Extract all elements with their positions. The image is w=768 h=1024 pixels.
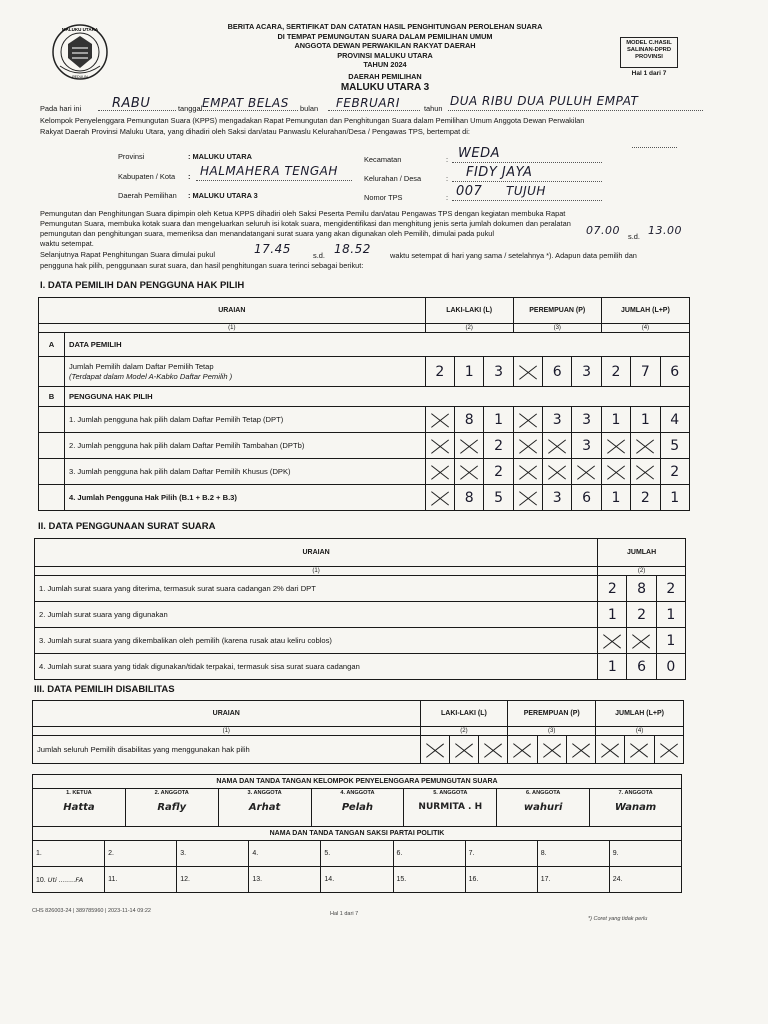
s2-row-1-label: 1. Jumlah surat suara yang diterima, termasuk surat suara cadangan 2% dari DPT	[35, 576, 598, 602]
digit-cell: 2	[601, 357, 630, 387]
s1-sub-2: (2)	[425, 324, 513, 333]
kecamatan-label: Kecamatan	[364, 155, 402, 164]
kelurahan-handwritten: FIDY JAYA	[466, 165, 533, 180]
digit-cell: 3	[572, 407, 601, 433]
digit-cell: 2	[660, 459, 689, 485]
s3-col-l: LAKI-LAKI (L)	[420, 701, 508, 727]
svg-text:PEDULIN: PEDULIN	[72, 75, 88, 79]
tps-label: Nomor TPS	[364, 193, 403, 202]
tps-number: 007	[456, 184, 483, 199]
kelurahan-label: Kelurahan / Desa	[364, 174, 422, 183]
sig-role: 3. ANGGOTA	[247, 790, 282, 796]
s1-col-j: JUMLAH (L+P)	[601, 298, 689, 324]
digit-cell: 2	[631, 485, 660, 511]
digit-cell: 1	[484, 407, 513, 433]
saksi-row-1	[33, 841, 682, 867]
sig-role: 5. ANGGOTA	[433, 790, 468, 796]
page-number-top: Hal 1 dari 7	[631, 70, 667, 77]
digit-cell: 5	[660, 433, 689, 459]
digit-cell	[537, 736, 566, 764]
saksi-title: NAMA DAN TANDA TANGAN SAKSI PARTAI POLITIK	[33, 827, 682, 841]
row-b4-label: 4. Jumlah Pengguna Hak Pilih (B.1 + B.2 + B.3)	[64, 485, 425, 511]
digit-cell: 1	[598, 602, 627, 628]
digit-cell	[479, 736, 508, 764]
saksi-slot: 5.	[321, 841, 393, 867]
sig-anggota-4	[311, 789, 404, 827]
bulan-label: bulan	[300, 104, 319, 113]
digit-cell: 2	[425, 357, 454, 387]
s2-row-4	[35, 654, 686, 680]
kabupaten-handwritten: HALMAHERA TENGAH	[200, 164, 338, 178]
row-b1	[39, 407, 690, 433]
section-2-table	[34, 538, 686, 680]
s2-row-2	[35, 602, 686, 628]
maluku-utara-seal-logo	[50, 22, 110, 82]
section-3-title: III. DATA PEMILIH DISABILITAS	[34, 684, 175, 695]
row-a-label: A	[39, 333, 65, 357]
digit-cell	[596, 736, 625, 764]
kelurahan-dotline	[452, 181, 602, 182]
document-page: MALUKU UTARA PEDULIN BERITA ACARA, SERTIFIKAT DAN CATATAN HASIL PENGHITUNGAN PEROLEHAN SUARA DI TEMPAT PEMUNGUTAN SUARA DALAM PEMILIHAN UMUM ANGGOTA DEWAN PERWAKILAN RAKYAT DAERAH PROVINSI MALUKU UTARA TAHUN 2024 DAERAH PEMILIHAN MALUKU UTARA 3 MODEL C.HASIL SALINAN-DPRD PROVINSI Hal 1 dari 7 Pada hari ini RABU tanggal EMPAT BELAS bulan FEBRUARI tahun DUA RIBU DUA PULUH EMPAT Kelompok Penyelenggara Pemungutan Suara (KPPS) mengadakan Rapat Pemungutan dan Penghitungan Suara dalam Pemilihan Umum Anggota Dewan Perwakilan Rakyat Daerah Provinsi Maluku Utara, yang dihadiri oleh Saksi dan/atau Panwaslu Kelurahan/Desa / Pengawas TPS, bertempat di: Provinsi : MALUKU UTARA Kabupaten / Kota : HALMAHERA TENGAH Daerah Pemilihan : MALUKU UTARA 3 Kecamatan : WEDA Kelurahan / Desa : FIDY JAYA Nomor TPS : 007 TUJUH Pemungutan dan Penghitungan Suara dipimpin oleh Ketua KPPS dihadiri oleh Saksi Peserta Pemilu dan/atau Pengawas TPS dengan kegiatan membuka Rapat Pemungutan Suara, membuka kotak suara dan mengeluarkan seluruh isi kotak suara, mengidentifikasi dan menghitung jenis serta jumlah dokumen dan peralatan pemungutan dan penghitungan suara, memeriksa dan menandatangani surat suara yang akan digunakan oleh Pemilih, dimulai pada pukul 07.00 s.d. 13.00 waktu setempat. Selanjutnya Rapat Penghitungan Suara dimulai pukul 17.45 s.d. 18.52 waktu setempat di hari yang sama / setelahnya *). Adapun data pemilih dan pengguna hak pilih, penggunaan surat suara, dan hasil penghitungan suara terinci sebagai berikut: I. DATA PEMILIH DAN PENGGUNA HAK PILIH URAIAN LAKI-LAKI (L) PEREMPUAN (P) JUMLAH (L+P) (1) (2) (3) (4) A DATA PEMILIH Jumlah Pemilih dalam Daftar Pemilih Tetap (Terdapat dalam Model A-Kabko Daftar Pemilih ) 2 1 3 6 3 2 7 6 B PENGGUNA HAK PILIH 1. Jumlah pengguna hak pilih dalam Daftar Pemilih Tetap (DPT) 8 1 3 3 1 1 4 2. Jumlah pengguna hak pilih dalam Daftar Pemilih Tambahan (DPTb) 2 3 5 3. Jumlah pengguna hak pilih dalam Daftar Pemilih Khusus (DPK) 2 2 4. Jumlah Pengguna Hak Pilih (B.1 + B.2 + B.3) 8 5 3 6 1 2 1 II. DATA PENGGUNAAN SURAT SUARA URAIAN JUMLAH (1) (2) 1. Jumlah surat suara yang diterima, termasuk surat suara cadangan 2% dari DPT 2 8 2 2. Jumlah surat suara yang digunakan 1 2 1 3. Jumlah surat suara yang dikembalikan oleh pemilih (karena rusak atau keliru coblos) 1 4. Jumlah surat suara yang tidak digunakan/tidak terpakai, termasuk sisa surat suara cadangan 1 6 0 III. DATA PEMILIH DISABILITAS URAIAN LAKI-LAKI (L) PEREMPUAN (P) JUMLAH (L+P) (1) (2) (3) (4) Jumlah seluruh Pemilih disabilitas yang menggunakan hak pilih NAMA DAN TANDA TANGAN KELOMPOK PENYELENGGARA PEMUNGUTAN SUARA 1. KETUA Hatta 2. ANGGOTA Rafly 3. ANGGOTA Arhat 4. ANGGOTA Pelah 5. ANGGOTA NURMITA . H 6. ANGGOTA wahuri 7. ANGGOTA Wanam NAMA DAN TANDA TANGAN SAKSI PARTAI POLITIK 1. 2. 3. 4. 5. 6. 7. 8. 9. 10. Uti ........FA 11. 12. 13. 14. 15. 16. 17. 24. CHS 826003-24 | 389785960 | 2023-11-14 09:22 Hal 1 dari 7 *) Coret yang tidak perlu	[0, 0, 768, 1024]
digit-cell: 6	[627, 654, 656, 680]
s3-col-j: JUMLAH (L+P)	[596, 701, 684, 727]
sig-role: 7. ANGGOTA	[618, 790, 653, 796]
sig-role: 4. ANGGOTA	[340, 790, 375, 796]
para-1b: Pemungutan Suara, membuka kotak suara dan mengeluarkan seluruh isi kotak suara, mengidentifikasi dan menghitung jenis serta jumlah dokumen dan peralatan	[40, 219, 571, 228]
signature: Hatta	[63, 802, 95, 813]
digit-cell	[601, 459, 630, 485]
model-line-3: PROVINSI	[635, 54, 663, 60]
digit-cell	[425, 485, 454, 511]
digit-cell	[513, 485, 542, 511]
section-1-title: I. DATA PEMILIH DAN PENGGUNA HAK PILIH	[40, 280, 245, 291]
digit-cell: 1	[656, 628, 685, 654]
digit-cell	[449, 736, 478, 764]
end-time-1: 13.00	[648, 224, 682, 237]
kecamatan-handwritten: WEDA	[458, 146, 500, 161]
row-a-text-2: (Terdapat dalam Model A-Kabko Daftar Pemilih )	[68, 371, 233, 381]
digit-cell	[425, 459, 454, 485]
digit-cell	[566, 736, 595, 764]
model-line-1: MODEL C.HASIL	[626, 40, 672, 46]
digit-cell: 0	[656, 654, 685, 680]
saksi-slot: 24.	[609, 867, 681, 893]
saksi-slot: 15.	[393, 867, 465, 893]
dapil-value: : MALUKU UTARA 3	[188, 191, 258, 200]
digit-cell	[513, 357, 542, 387]
s2-sub-2: (2)	[598, 567, 686, 576]
digit-cell	[543, 459, 572, 485]
tps-dotline	[452, 200, 602, 201]
digit-cell: 6	[660, 357, 689, 387]
digit-cell	[425, 433, 454, 459]
bulan-handwritten: FEBRUARI	[336, 96, 400, 110]
header-line-5: TAHUN 2024	[363, 60, 407, 70]
saksi-slot-10	[33, 867, 105, 893]
s2-row-2-label: 2. Jumlah surat suara yang digunakan	[35, 602, 598, 628]
s1-col-l: LAKI-LAKI (L)	[425, 298, 513, 324]
s2-col-j: JUMLAH	[598, 539, 686, 567]
tanggal-label: tanggal	[178, 104, 203, 113]
sd-1: s.d.	[628, 232, 640, 241]
hari-dotline	[98, 110, 176, 111]
s3-row-label: Jumlah seluruh Pemilih disabilitas yang menggunakan hak pilih	[33, 736, 421, 764]
digit-cell	[513, 459, 542, 485]
s2-row-3	[35, 628, 686, 654]
saksi-slot: 17.	[537, 867, 609, 893]
s2-col-uraian: URAIAN	[35, 539, 598, 567]
s1-sub-1: (1)	[39, 324, 426, 333]
digit-cell: 8	[454, 407, 483, 433]
signature: Wanam	[614, 802, 657, 813]
digit-cell: 6	[572, 485, 601, 511]
sig-anggota-2	[125, 789, 218, 827]
digit-cell: 8	[454, 485, 483, 511]
row-b2	[39, 433, 690, 459]
start-time-2: 17.45	[254, 242, 291, 256]
sig-role: 2. ANGGOTA	[154, 790, 189, 796]
digit-cell: 3	[543, 485, 572, 511]
intro-line-3: Rakyat Daerah Provinsi Maluku Utara, yang dihadiri oleh Saksi dan/atau Panwaslu Kelurahan/Desa / Pengawas TPS, bertempat di:	[40, 127, 470, 136]
digit-cell: 3	[484, 357, 513, 387]
signature: Pelah	[341, 802, 373, 813]
tanggal-handwritten: EMPAT BELAS	[202, 96, 289, 110]
sig-ketua	[33, 789, 126, 827]
saksi-slot: 16.	[465, 867, 537, 893]
row-a-dpt	[39, 357, 690, 387]
row-b3	[39, 459, 690, 485]
s3-col-uraian: URAIAN	[33, 701, 421, 727]
digit-cell	[513, 407, 542, 433]
sd-2: s.d.	[313, 251, 325, 260]
tps-word: TUJUH	[506, 184, 546, 198]
digit-cell	[454, 433, 483, 459]
s3-col-p: PEREMPUAN (P)	[508, 701, 596, 727]
header-line-2: DI TEMPAT PEMUNGUTAN SUARA DALAM PEMILIHAN UMUM	[277, 31, 493, 41]
section-2-title: II. DATA PENGGUNAAN SURAT SUARA	[38, 521, 216, 532]
digit-cell	[631, 433, 660, 459]
digit-cell: 1	[454, 357, 483, 387]
row-b1-label: 1. Jumlah pengguna hak pilih dalam Daftar Pemilih Tetap (DPT)	[64, 407, 425, 433]
digit-cell	[625, 736, 654, 764]
digit-cell	[601, 433, 630, 459]
s2-row-1	[35, 576, 686, 602]
footer-center: Hal 1 dari 7	[330, 911, 359, 917]
provinsi-value: : MALUKU UTARA	[188, 152, 252, 161]
s3-row	[33, 736, 684, 764]
tanggal-dotline	[200, 110, 298, 111]
svg-text:MALUKU UTARA: MALUKU UTARA	[61, 27, 99, 32]
sig-anggota-5	[404, 789, 497, 827]
start-time-1: 07.00	[586, 224, 620, 237]
s3-sub-1: (1)	[33, 727, 421, 736]
digit-cell: 2	[484, 459, 513, 485]
row-b4	[39, 485, 690, 511]
section-1-table	[38, 297, 690, 511]
intro-line-2: Kelompok Penyelenggara Pemungutan Suara (KPPS) mengadakan Rapat Pemungutan dan Penghitungan Suara dalam Pemilihan Umum Anggota Dewan Perwakilan	[40, 116, 585, 125]
hari-handwritten: RABU	[112, 96, 151, 111]
tahun-handwritten: DUA RIBU DUA PULUH EMPAT	[450, 94, 639, 108]
digit-cell: 1	[656, 602, 685, 628]
digit-cell	[454, 459, 483, 485]
digit-cell: 2	[598, 576, 627, 602]
section-3-table	[32, 700, 684, 764]
document-header	[150, 22, 620, 94]
digit-cell	[513, 433, 542, 459]
digit-cell: 3	[543, 407, 572, 433]
digit-cell: 7	[631, 357, 660, 387]
model-line-2: SALINAN-DPRD	[626, 47, 672, 53]
saksi-number: 10.	[36, 876, 46, 884]
sig-anggota-7	[590, 789, 682, 827]
daerah-value: MALUKU UTARA 3	[340, 81, 430, 93]
s2-sub-1: (1)	[35, 567, 598, 576]
s3-sub-2: (2)	[420, 727, 508, 736]
digit-cell	[598, 628, 627, 654]
row-a-text-1: Jumlah Pemilih dalam Daftar Pemilih Tetap	[68, 361, 214, 371]
digit-cell: 2	[484, 433, 513, 459]
s3-sub-4: (4)	[596, 727, 684, 736]
digit-cell: 1	[598, 654, 627, 680]
row-b-label: B	[39, 387, 65, 407]
saksi-slot: 2.	[105, 841, 177, 867]
saksi-slot: 1.	[33, 841, 105, 867]
digit-cell	[425, 407, 454, 433]
footer-left: CHS 826003-24 | 389785960 | 2023-11-14 09:22	[32, 908, 151, 914]
row-b-title: PENGGUNA HAK PILIH	[64, 387, 689, 407]
signature-table	[32, 774, 682, 789]
s1-sub-4: (4)	[601, 324, 689, 333]
saksi-slot: 11.	[105, 867, 177, 893]
digit-cell: 1	[601, 407, 630, 433]
digit-cell: 1	[601, 485, 630, 511]
signature: wahuri	[523, 802, 563, 813]
tahun-dotline	[448, 110, 703, 111]
model-box	[620, 37, 678, 68]
para-2c: pengguna hak pilih, penggunaan surat suara, dan hasil penghitungan suara terinci sebagai berikut:	[40, 261, 364, 270]
kabupaten-colon: :	[188, 172, 191, 181]
digit-cell: 4	[660, 407, 689, 433]
digit-cell	[627, 628, 656, 654]
digit-cell	[543, 433, 572, 459]
end-time-2: 18.52	[334, 242, 371, 256]
footer-right: *) Coret yang tidak perlu	[588, 916, 648, 922]
saksi-slot: 14.	[321, 867, 393, 893]
bulan-dotline	[328, 110, 420, 111]
digit-cell	[572, 459, 601, 485]
sig-anggota-6	[497, 789, 590, 827]
sig-anggota-3	[218, 789, 311, 827]
kpps-signature-row	[32, 788, 682, 827]
provinsi-label: Provinsi	[118, 152, 145, 161]
kecamatan-dotline	[452, 162, 602, 163]
saksi-slot: 6.	[393, 841, 465, 867]
row-b3-label: 3. Jumlah pengguna hak pilih dalam Daftar Pemilih Khusus (DPK)	[64, 459, 425, 485]
digit-cell: 1	[631, 407, 660, 433]
s1-col-p: PEREMPUAN (P)	[513, 298, 601, 324]
kpps-title: NAMA DAN TANDA TANGAN KELOMPOK PENYELENGGARA PEMUNGUTAN SUARA	[33, 775, 682, 789]
tahun-label: tahun	[424, 104, 443, 113]
s1-col-uraian: URAIAN	[39, 298, 426, 324]
row-b2-label: 2. Jumlah pengguna hak pilih dalam Daftar Pemilih Tambahan (DPTb)	[64, 433, 425, 459]
digit-cell	[631, 459, 660, 485]
digit-cell: 3	[572, 433, 601, 459]
saksi-slot: 13.	[249, 867, 321, 893]
pada-hari-ini-label: Pada hari ini	[40, 104, 82, 113]
digit-cell: 1	[660, 485, 689, 511]
saksi-slot: 3.	[177, 841, 249, 867]
digit-cell: 6	[543, 357, 572, 387]
s1-sub-3: (3)	[513, 324, 601, 333]
saksi-slot: 7.	[465, 841, 537, 867]
saksi-slot: 4.	[249, 841, 321, 867]
header-line-3: ANGGOTA DEWAN PERWAKILAN RAKYAT DAERAH	[294, 41, 476, 51]
digit-cell	[420, 736, 449, 764]
digit-cell: 2	[656, 576, 685, 602]
digit-cell	[508, 736, 537, 764]
kabupaten-dotline	[196, 180, 352, 181]
digit-cell	[654, 736, 683, 764]
para-1c: pemungutan dan penghitungan suara, memeriksa dan menandatangani surat suara yang akan digunakan oleh Pemilih, dimulai pada pukul	[40, 229, 495, 238]
extra-dotline	[632, 147, 677, 148]
digit-cell: 8	[627, 576, 656, 602]
saksi-slot: 8.	[537, 841, 609, 867]
saksi-slot: 12.	[177, 867, 249, 893]
header-line-1: BERITA ACARA, SERTIFIKAT DAN CATATAN HASIL PENGHITUNGAN PEROLEHAN SUARA	[227, 22, 543, 31]
sig-role: 6. ANGGOTA	[526, 790, 561, 796]
para-1a: Pemungutan dan Penghitungan Suara dipimpin oleh Ketua KPPS dihadiri oleh Saksi Peserta Pemilu dan/atau Pengawas TPS dengan kegiatan membuka Rapat	[40, 209, 566, 218]
signature: Rafly	[157, 802, 187, 813]
header-line-4: PROVINSI MALUKU UTARA	[337, 50, 433, 60]
para-2a: Selanjutnya Rapat Penghitungan Suara dimulai pukul	[40, 250, 216, 259]
dapil-label: Daerah Pemilihan	[118, 191, 177, 200]
daerah-label: DAERAH PEMILIHAN	[348, 71, 422, 81]
row-a-title: DATA PEMILIH	[64, 333, 689, 357]
digit-cell: 2	[627, 602, 656, 628]
s3-sub-3: (3)	[508, 727, 596, 736]
saksi-slot: 9.	[609, 841, 681, 867]
kabupaten-label: Kabupaten / Kota	[118, 172, 176, 181]
saksi-10-signature: Uti ........FA	[47, 875, 84, 884]
para-2b: waktu setempat di hari yang sama / setelahnya *). Adapun data pemilih dan	[390, 251, 637, 260]
saksi-title-row	[32, 826, 682, 841]
digit-cell: 5	[484, 485, 513, 511]
signature: NURMITA . H	[418, 802, 483, 812]
digit-cell: 3	[572, 357, 601, 387]
para-1d: waktu setempat.	[40, 239, 94, 248]
s2-row-3-label: 3. Jumlah surat suara yang dikembalikan oleh pemilih (karena rusak atau keliru coblos)	[35, 628, 598, 654]
sig-role: 1. KETUA	[66, 790, 92, 796]
saksi-row-2	[33, 867, 682, 893]
s2-row-4-label: 4. Jumlah surat suara yang tidak digunakan/tidak terpakai, termasuk sisa surat suara cadangan	[35, 654, 598, 680]
saksi-table	[32, 840, 682, 893]
signature: Arhat	[248, 802, 281, 813]
